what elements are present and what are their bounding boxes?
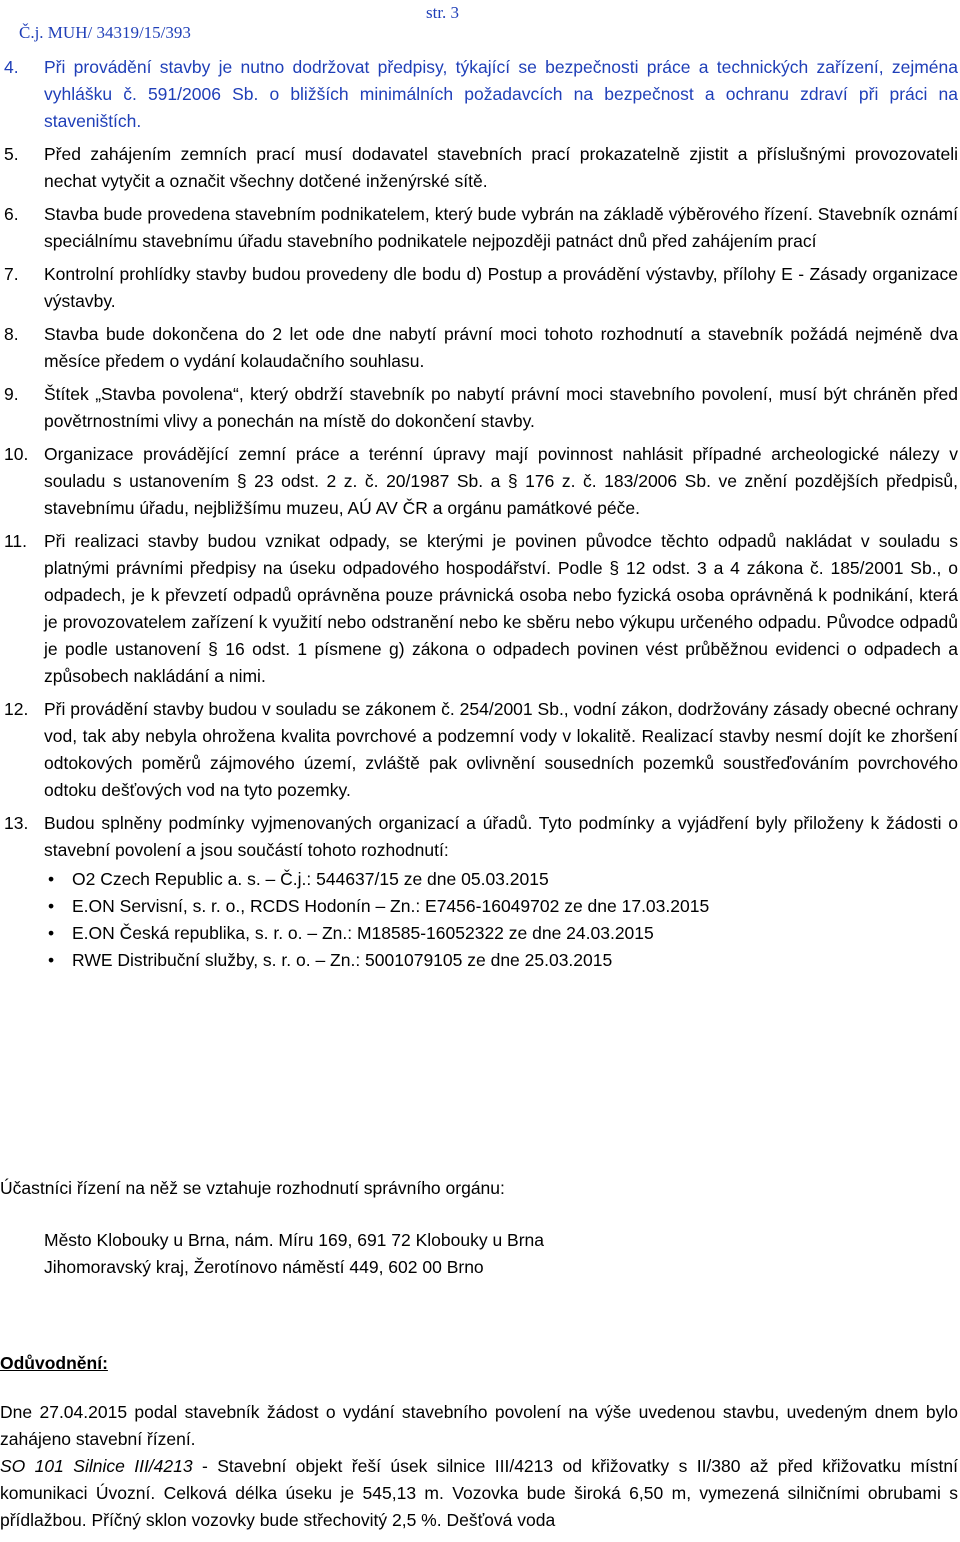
condition-item [0, 201, 958, 255]
justification-paragraph-1: Dne 27.04.2015 podal stavebník žádost o vydání stavebního povolení na výše uvedenou stavbu, uvedeným dnem bylo zahájeno stavební řízení. [0, 1402, 958, 1449]
condition-text: Stavba bude dokončena do 2 let ode dne nabytí právní moci tohoto rozhodnutí a stavebník požádá nejméně dva měsíce předem o vydání kolaudačního souhlasu. [44, 324, 958, 371]
condition-number: 10. [4, 444, 29, 464]
participants-section [0, 1175, 958, 1281]
condition-number: 9. [4, 384, 19, 404]
reference-number: Č.j. MUH/ 34319/15/393 [19, 23, 191, 42]
condition-item [0, 528, 958, 690]
condition-item [0, 321, 958, 375]
justification-paragraph-2 [0, 1453, 958, 1534]
condition-number: 12. [4, 699, 29, 719]
condition-number: 4. [4, 57, 19, 77]
condition-text: Při realizaci stavby budou vznikat odpady, se kterými je povinen původce těchto odpadů nakládat v souladu s platnými právními předpisy na úseku odpadového hospodářství. Podle § 12 odst. 3 a 4 zákona č. 185/2001 Sb., o odpadech, je k převzetí odpadů oprávněna pouze právnická osoba nebo fyzická osoba oprávněná k podnikání, která je provozovatelem zařízení k využití nebo odstranění nebo ke sběru nebo výkupu určeného odpadu. Původce odpadů je podle ustanovení § 16 odst. 1 písmene g) zákona o odpadech povinen vést průběžnou evidenci o odpadech a způsobech nakládání a nimi. [44, 531, 958, 686]
condition-number: 11. [4, 531, 28, 551]
participant-1: Město Klobouky u Brna, nám. Míru 169, 691 72 Klobouky u Brna [44, 1230, 545, 1250]
justification-heading: Odůvodnění: [0, 1353, 108, 1373]
bullet-item: • E.ON Servisní, s. r. o., RCDS Hodonín – Zn.: E7456-16049702 ze dne 17.03.2015 [44, 893, 958, 920]
condition-number: 7. [4, 264, 19, 284]
condition-item [0, 261, 958, 315]
object-description: - Stavební objekt řeší úsek silnice III/4213 od křižovatky s II/380 až před křižovatku místní komunikaci Úvozní. Celková délka úseku je 545,13 m. Vozovka bude široká 6,50 m, vymezená silničními obrubami s přídlažbou. Příčný sklon vozovky bude střechovitý 2,5 %. Dešťová voda [0, 1456, 959, 1530]
condition-item [0, 810, 958, 974]
condition-text: Budou splněny podmínky vyjmenovaných organizací a úřadů. Tyto podmínky a vyjádření byly přiloženy k žádosti o stavební povolení a jsou součástí tohoto rozhodnutí: [44, 813, 958, 860]
condition-text: Kontrolní prohlídky stavby budou provedeny dle bodu d) Postup a provádění výstavby, přílohy E - Zásady organizace výstavby. [44, 264, 958, 311]
bullet-item: • E.ON Česká republika, s. r. o. – Zn.: M18585-16052322 ze dne 24.03.2015 [44, 920, 958, 947]
condition-text: Organizace provádějící zemní práce a terénní úpravy mají povinnost nahlásit případné archeologické nálezy v souladu s ustanovením § 23 odst. 2 z. č. 20/1987 Sb. a § 176 z. č. 183/2006 Sb. ve znění pozdějších předpisů, stavebnímu úřadu, nejbližšímu muzeu, AÚ AV ČR a orgánu památkové péče. [44, 444, 958, 518]
page-number: str. 3 [426, 3, 460, 22]
condition-text: Při provádění stavby budou v souladu se zákonem č. 254/2001 Sb., vodní zákon, dodržovány zásady obecné ochrany vod, tak aby nebyla ohrožena kvalita povrchové a podzemní vody v lokalitě. Realizací stavby nesmí dojít ke zhoršení odtokových poměrů zájmového území, zvláště pak ovlivnění sousedních pozemků soustřeďováním povrchového odtoku dešťových vod na tyto pozemky. [44, 699, 958, 800]
condition-text: Stavba bude provedena stavebním podnikatelem, který bude vybrán na základě výběrového řízení. Stavebník oznámí speciálnímu stavebnímu úřadu stavebního podnikatele nejpozději patnáct dnů před zahájením prací [44, 204, 958, 251]
condition-number: 13. [4, 813, 29, 833]
condition-number: 8. [4, 324, 19, 344]
bullet-item: • O2 Czech Republic a. s. – Č.j.: 544637/15 ze dne 05.03.2015 [44, 866, 958, 893]
condition-item [0, 441, 958, 522]
conditions-list [0, 54, 958, 980]
condition-text: Před zahájením zemních prací musí dodavatel stavebních prací prokazatelně zjistit a příslušnými provozovateli nechat vytyčit a označit všechny dotčené inženýrské sítě. [44, 144, 958, 191]
participants-heading: Účastníci řízení na něž se vztahuje rozhodnutí správního orgánu: [0, 1178, 505, 1198]
condition-number: 5. [4, 144, 19, 164]
condition-item [0, 696, 958, 804]
condition-item [0, 141, 958, 195]
object-name: SO 101 Silnice III/4213 [0, 1456, 193, 1476]
conditions-bullet-list [44, 866, 958, 974]
condition-text: Při provádění stavby je nutno dodržovat předpisy, týkající se bezpečnosti práce a technických zařízení, zejména vyhlášku č. 591/2006 Sb. o bližších minimálních požadavcích na bezpečnost a ochranu zdraví při práci na staveništích. [44, 57, 958, 131]
condition-item [0, 54, 958, 135]
participant-2: Jihomoravský kraj, Žerotínovo náměstí 449, 602 00 Brno [44, 1257, 484, 1277]
justification-section [0, 1350, 958, 1534]
condition-number: 6. [4, 204, 19, 224]
bullet-item: • RWE Distribuční služby, s. r. o. – Zn.: 5001079105 ze dne 25.03.2015 [44, 947, 958, 974]
condition-text: Štítek „Stavba povolena“, který obdrží stavebník po nabytí právní moci stavebního povolení, musí být chráněn před povětrnostními vlivy a ponechán na místě do dokončení stavby. [44, 384, 958, 431]
condition-item [0, 381, 958, 435]
